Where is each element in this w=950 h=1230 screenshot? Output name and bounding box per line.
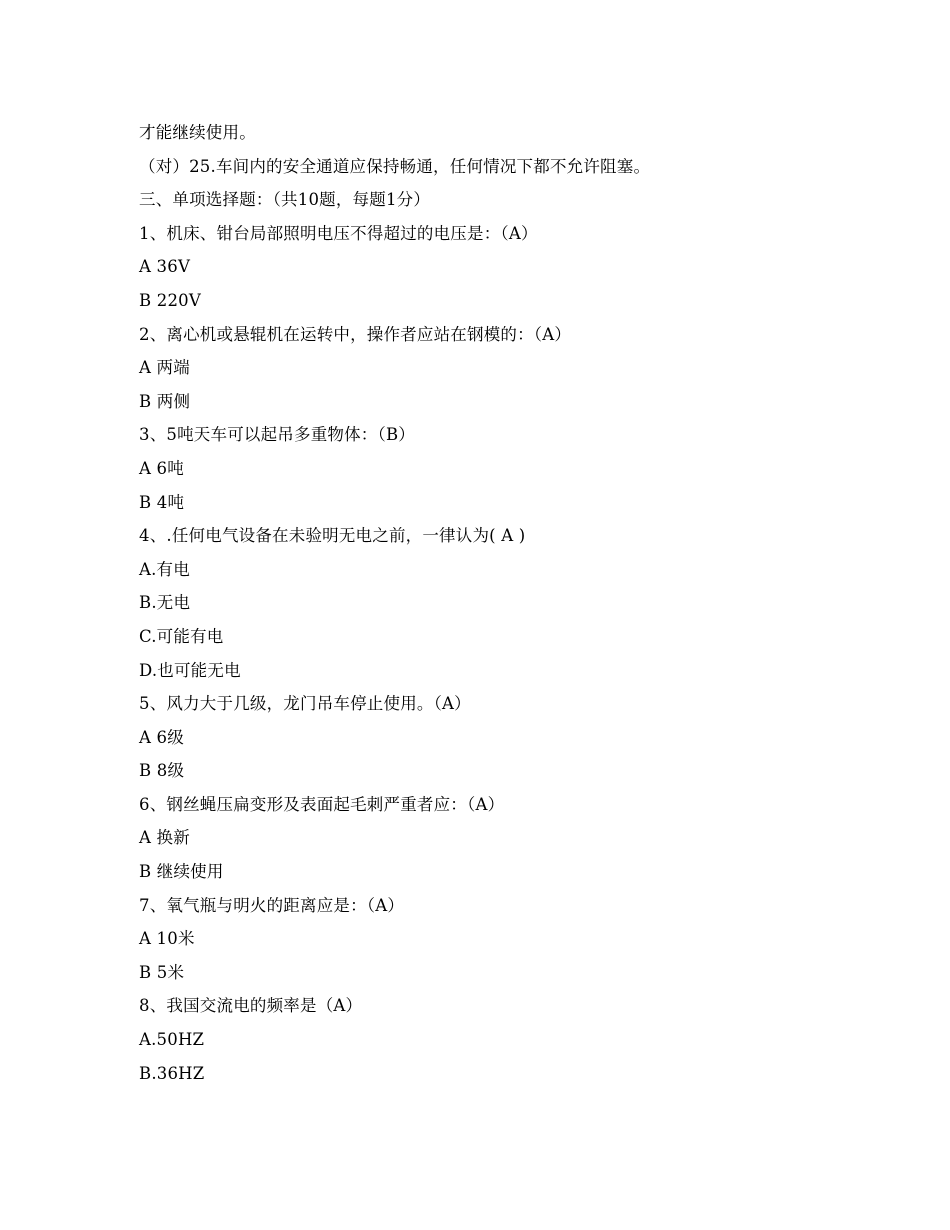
question-8: 8、我国交流电的频率是（A） bbox=[139, 996, 363, 1016]
option-line: A 10米 bbox=[139, 929, 195, 949]
option-line: A 36V bbox=[139, 257, 191, 277]
question-3: 3、5吨天车可以起吊多重物体：（B） bbox=[139, 425, 415, 445]
question-4: 4、.任何电气设备在未验明无电之前，一律认为( A ) bbox=[139, 526, 526, 546]
question-5: 5、风力大于几级，龙门吊车停止使用。（A） bbox=[139, 694, 471, 714]
question-1: 1、机床、钳台局部照明电压不得超过的电压是：（A） bbox=[139, 223, 538, 243]
document-body bbox=[139, 116, 839, 1090]
option-line: B 两侧 bbox=[139, 391, 191, 411]
question-6: 6、钢丝蝇压扁变形及表面起毛刺严重者应：（A） bbox=[139, 794, 505, 814]
option-line: B.无电 bbox=[139, 593, 191, 613]
option-line: C.可能有电 bbox=[139, 626, 224, 646]
option-line: B 220V bbox=[139, 290, 201, 310]
option-line: A 6级 bbox=[139, 727, 184, 747]
question-2: 2、离心机或悬辊机在运转中，操作者应站在钢模的：（A） bbox=[139, 324, 572, 344]
option-line: B 继续使用 bbox=[139, 862, 224, 882]
option-line: B.36HZ bbox=[139, 1063, 205, 1083]
option-line: B 8级 bbox=[139, 761, 185, 781]
option-line: B 4吨 bbox=[139, 492, 185, 512]
option-line: A.50HZ bbox=[139, 1030, 205, 1050]
option-line: A.有电 bbox=[139, 559, 190, 579]
question-7: 7、氧气瓶与明火的距离应是：（A） bbox=[139, 895, 405, 915]
text-line: 才能继续使用。 bbox=[139, 123, 256, 142]
option-line: D.也可能无电 bbox=[139, 660, 241, 680]
text-line: （对）25.车间内的安全通道应保持畅通，任何情况下都不允许阻塞。 bbox=[139, 156, 651, 176]
option-line: A 两端 bbox=[139, 358, 190, 378]
option-line: A 换新 bbox=[139, 828, 190, 848]
section-heading: 三、单项选择题：（共10题，每题1分） bbox=[139, 190, 431, 210]
option-line: B 5米 bbox=[139, 962, 185, 982]
option-line: A 6吨 bbox=[139, 458, 184, 478]
